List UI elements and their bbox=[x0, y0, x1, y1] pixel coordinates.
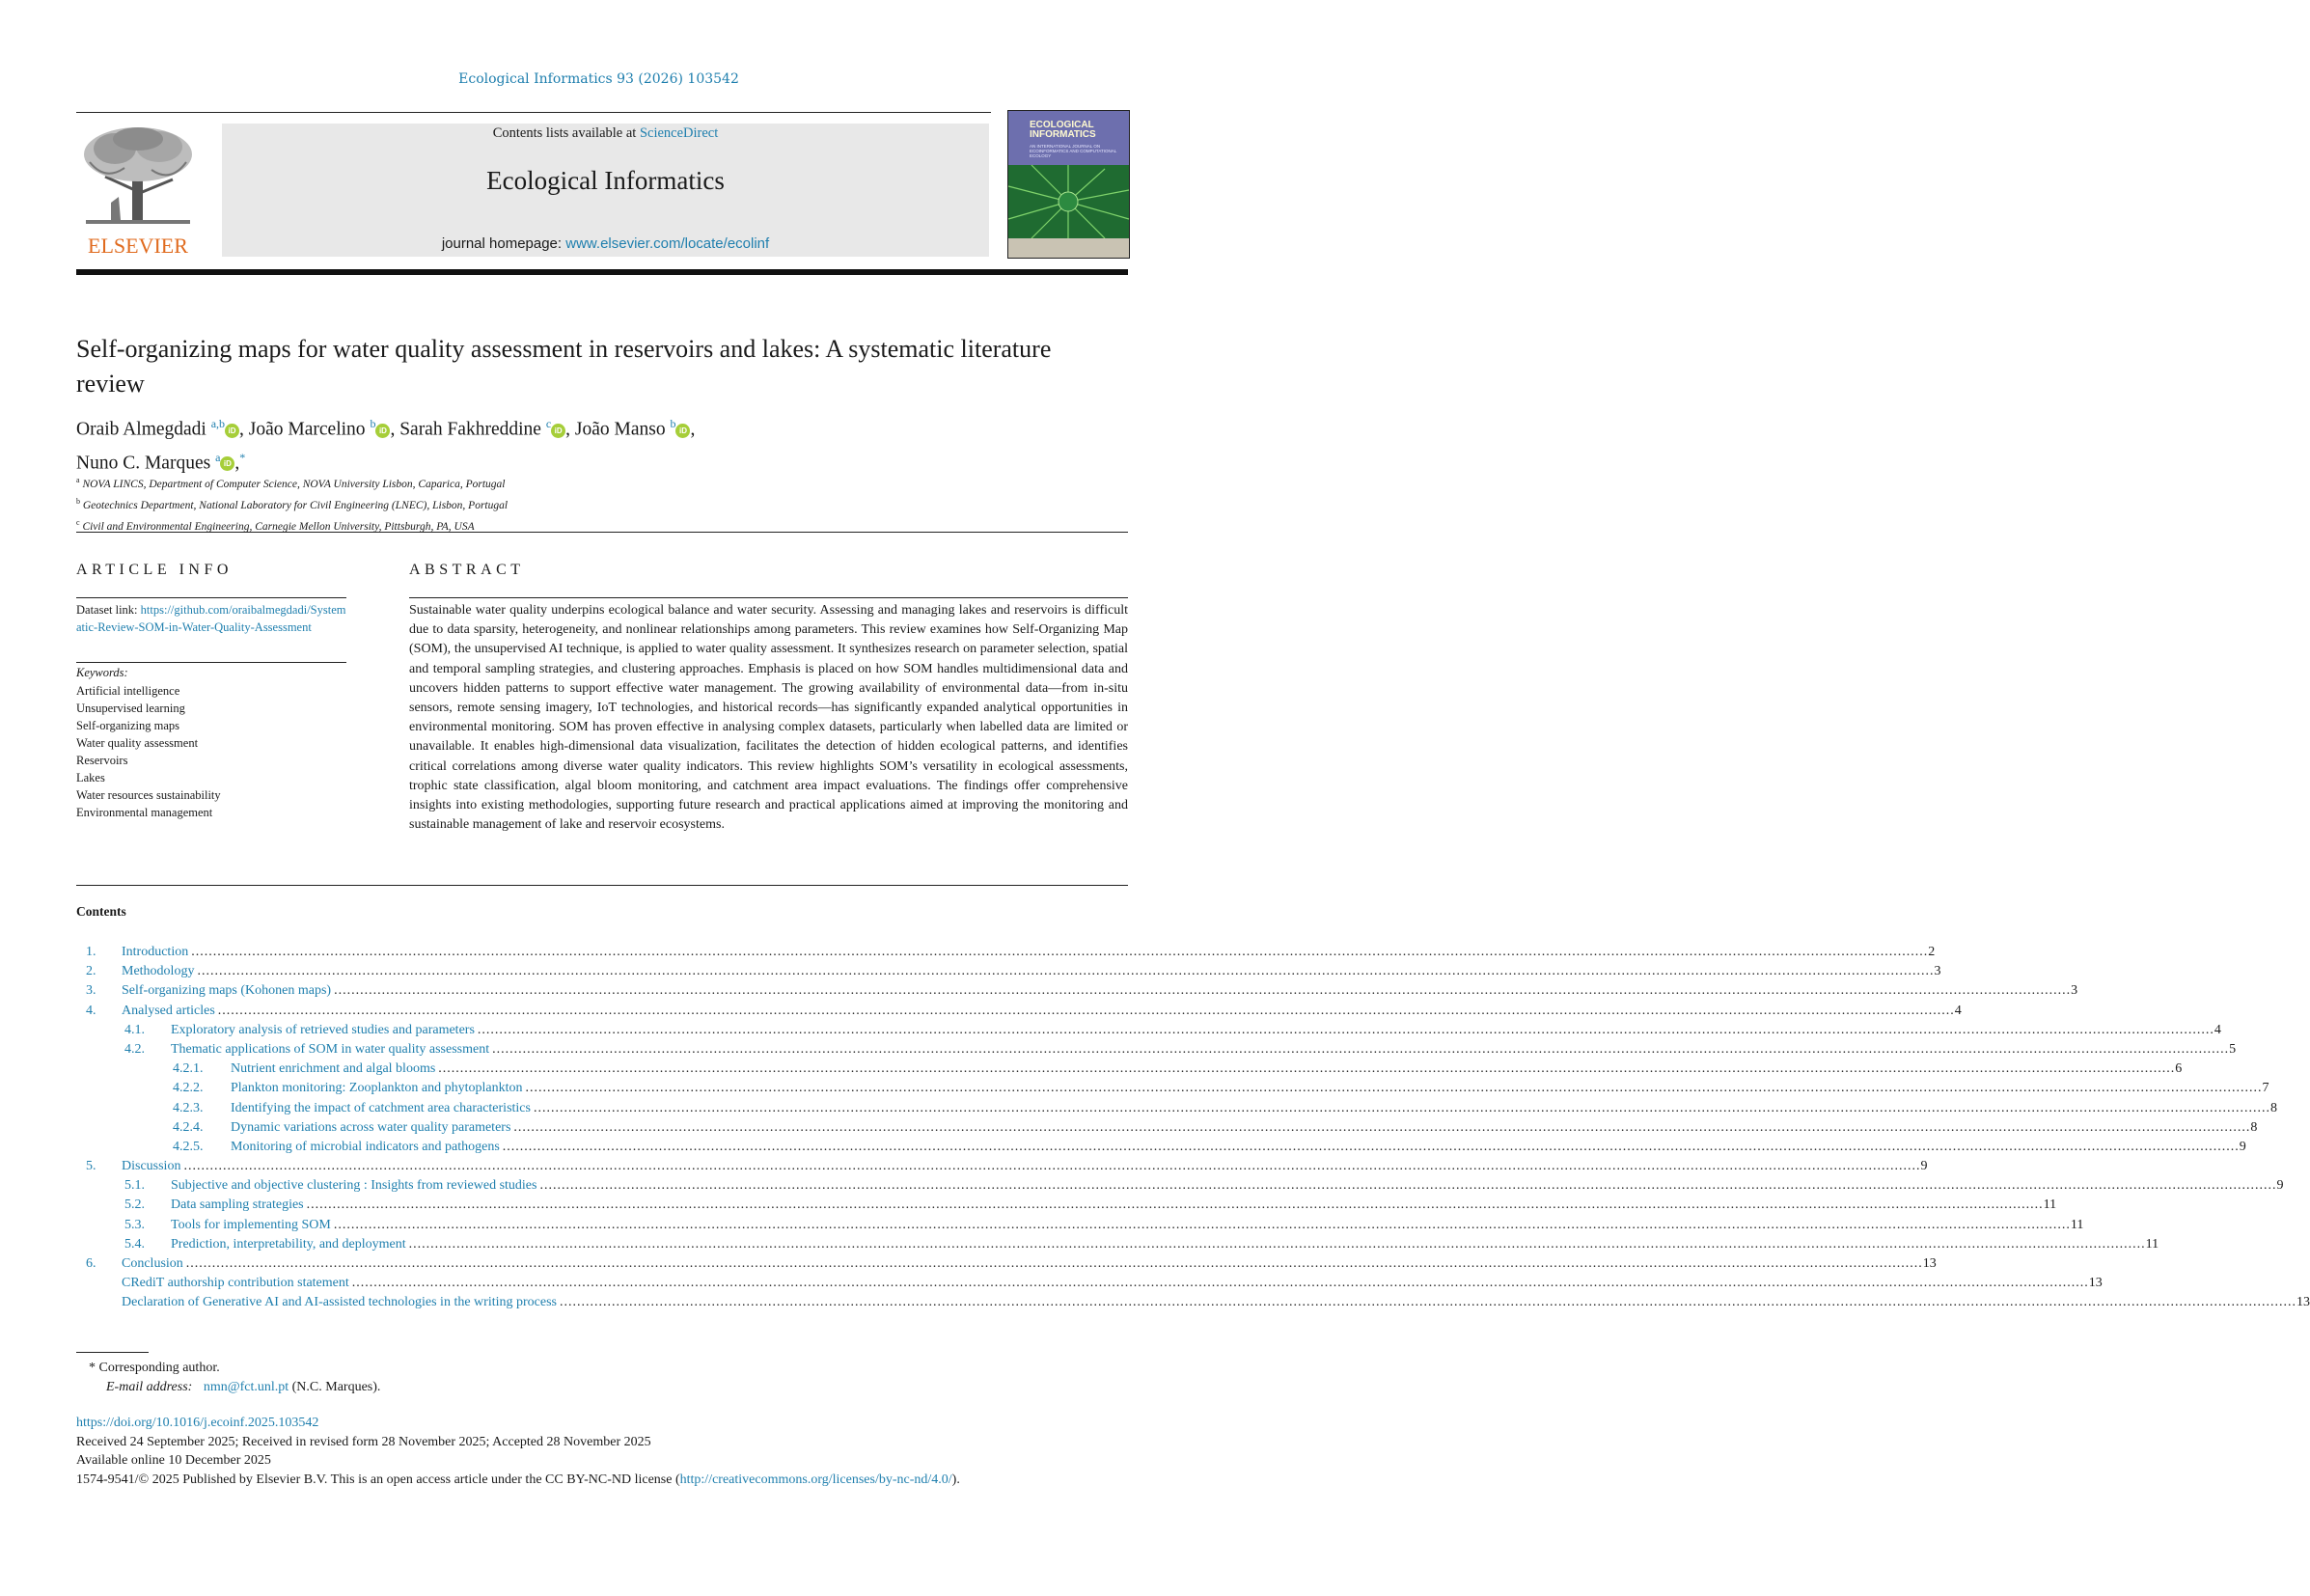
toc-leader-dots: ................................................................................................................................................................................................................................................................................................................................................................................................................ bbox=[306, 1197, 2044, 1213]
toc-leader-dots: ................................................................................................................................................................................................................................................................................................................................................................................................................ bbox=[408, 1236, 2146, 1252]
keyword: Environmental management bbox=[76, 806, 213, 819]
orcid-icon[interactable]: iD bbox=[375, 424, 390, 438]
toc-number: 4.2.2. bbox=[173, 1081, 204, 1096]
affiliation-b: $^b$ Geotechnics Department, National Laboratory for Civil Engineering (LNEC), Lisbon, Portugal bbox=[76, 496, 509, 511]
toc-title-link[interactable]: Introduction bbox=[122, 945, 189, 959]
publication-footer bbox=[76, 1414, 1138, 1489]
toc-entry[interactable] bbox=[76, 1254, 1937, 1274]
toc-number: 4. bbox=[86, 1003, 96, 1018]
journal-banner bbox=[222, 124, 989, 257]
orcid-icon[interactable]: iD bbox=[220, 456, 234, 471]
toc-title-link[interactable]: Monitoring of microbial indicators and pathogens bbox=[231, 1139, 500, 1154]
toc-entry[interactable] bbox=[76, 1059, 2183, 1079]
toc-page-number: 4 bbox=[2214, 1022, 2221, 1037]
toc-page-number: 9 bbox=[2239, 1139, 2246, 1154]
toc-page-number: 6 bbox=[2175, 1061, 2183, 1077]
toc-title-link[interactable]: Data sampling strategies bbox=[171, 1197, 304, 1213]
toc-page-number: 11 bbox=[2070, 1217, 2084, 1232]
toc-page-number: 7 bbox=[2262, 1081, 2269, 1096]
keyword: Water resources sustainability bbox=[76, 788, 221, 802]
toc-page-number: 5 bbox=[2229, 1041, 2237, 1057]
toc-number: 4.2.1. bbox=[173, 1061, 204, 1077]
toc-entry[interactable] bbox=[76, 1099, 2277, 1118]
journal-homepage: journal homepage: www.elsevier.com/locate/ecolinf bbox=[441, 235, 770, 252]
cover-subtitle: AN INTERNATIONAL JOURNAL ON ECOINFORMATICS AND COMPUTATIONAL ECOLOGY bbox=[1030, 144, 1117, 158]
toc-number: 5.1. bbox=[124, 1178, 145, 1194]
cover-title: ECOLOGICAL INFORMATICS bbox=[1030, 120, 1096, 140]
toc-number: 5.3. bbox=[124, 1217, 145, 1232]
toc-entry[interactable] bbox=[76, 1216, 2084, 1235]
toc-page-number: 9 bbox=[2276, 1178, 2284, 1194]
toc-title-link[interactable]: Conclusion bbox=[122, 1256, 183, 1271]
toc-title-link[interactable]: Nutrient enrichment and algal blooms bbox=[231, 1061, 436, 1077]
orcid-icon[interactable]: iD bbox=[551, 424, 565, 438]
toc-entry[interactable] bbox=[76, 1138, 2246, 1157]
toc-leader-dots: ................................................................................................................................................................................................................................................................................................................................................................................................................ bbox=[502, 1139, 2240, 1154]
toc-page-number: 13 bbox=[2296, 1295, 2310, 1310]
article-info-rule bbox=[76, 597, 346, 598]
affiliations bbox=[76, 472, 1118, 535]
toc-number: 4.1. bbox=[124, 1022, 145, 1037]
homepage-link[interactable]: www.elsevier.com/locate/ecolinf bbox=[565, 235, 770, 252]
author-separator: , bbox=[234, 453, 240, 473]
author-list bbox=[76, 410, 1118, 477]
toc-number: 5.2. bbox=[124, 1197, 145, 1213]
toc-title-link[interactable]: Analysed articles bbox=[122, 1003, 215, 1018]
toc-title-link[interactable]: Discussion bbox=[122, 1159, 181, 1174]
toc-entry[interactable] bbox=[76, 981, 2078, 1001]
keyword: Water quality assessment bbox=[76, 736, 199, 750]
cover-header bbox=[1008, 111, 1129, 165]
toc-leader-dots: ................................................................................................................................................................................................................................................................................................................................................................................................................ bbox=[533, 1100, 2270, 1115]
toc-entry[interactable] bbox=[76, 1021, 2221, 1040]
header-rule bbox=[76, 112, 991, 113]
toc-title-link[interactable]: Thematic applications of SOM in water quality assessment bbox=[171, 1041, 490, 1057]
contents-heading: Contents bbox=[76, 904, 126, 919]
orcid-icon[interactable]: iD bbox=[225, 424, 239, 438]
toc-title-link[interactable]: Self-organizing maps (Kohonen maps) bbox=[122, 983, 332, 999]
toc-entry[interactable] bbox=[76, 1176, 2284, 1196]
author-separator: , bbox=[239, 419, 249, 440]
toc-page-number: 8 bbox=[2269, 1100, 2277, 1115]
toc-entry[interactable] bbox=[76, 1235, 2159, 1254]
toc-title-link[interactable]: Plankton monitoring: Zooplankton and phytoplankton bbox=[231, 1081, 523, 1096]
toc-leader-dots: ................................................................................................................................................................................................................................................................................................................................................................................................................ bbox=[438, 1061, 2176, 1077]
toc-number: 5. bbox=[86, 1159, 96, 1174]
toc-title-link[interactable]: Prediction, interpretability, and deployment bbox=[171, 1236, 406, 1252]
dataset-link-block: Dataset link: https://github.com/oraibalmegdadi/Systematic-Review-SOM-in-Water-Quality-Assessment bbox=[76, 603, 346, 634]
keywords-rule bbox=[76, 662, 346, 663]
abstract-rule bbox=[409, 597, 1128, 598]
toc-leader-dots: ................................................................................................................................................................................................................................................................................................................................................................................................................ bbox=[525, 1081, 2263, 1096]
toc-leader-dots: ................................................................................................................................................................................................................................................................................................................................................................................................................ bbox=[492, 1041, 2230, 1057]
license-line: 1574-9541/© 2025 Published by Elsevier B.V. This is an open access article under the CC BY-NC-ND license (http://creativecommons.org/licenses/by-nc-nd/4.0/). bbox=[76, 1472, 960, 1487]
toc-leader-dots: ................................................................................................................................................................................................................................................................................................................................................................................................................ bbox=[217, 1003, 1955, 1018]
keyword: Unsupervised learning bbox=[76, 702, 185, 715]
elsevier-logo[interactable] bbox=[76, 124, 200, 259]
section-rule bbox=[76, 532, 1128, 533]
received-dates: Received 24 September 2025; Received in revised form 28 November 2025; Accepted 28 November 2025 bbox=[76, 1434, 651, 1449]
keyword: Reservoirs bbox=[76, 754, 128, 767]
toc-leader-dots: ................................................................................................................................................................................................................................................................................................................................................................................................................ bbox=[185, 1256, 1923, 1271]
toc-page-number: 11 bbox=[2043, 1197, 2057, 1213]
toc-title-link[interactable]: Declaration of Generative AI and AI-assisted technologies in the writing process bbox=[122, 1295, 557, 1310]
toc-leader-dots: ................................................................................................................................................................................................................................................................................................................................................................................................................ bbox=[334, 983, 2072, 999]
toc-leader-dots: ................................................................................................................................................................................................................................................................................................................................................................................................................ bbox=[559, 1295, 2296, 1310]
author-name[interactable]: Nuno C. Marques bbox=[76, 453, 211, 473]
toc-entry[interactable] bbox=[76, 943, 1936, 962]
author-separator: , bbox=[565, 419, 575, 440]
toc-number: 4.2. bbox=[124, 1041, 145, 1057]
toc-number: 4.2.5. bbox=[173, 1139, 204, 1154]
doi-link[interactable]: https://doi.org/10.1016/j.ecoinf.2025.103542 bbox=[76, 1416, 319, 1430]
author-separator: , bbox=[690, 419, 696, 440]
affiliation-mark[interactable]: b bbox=[370, 417, 376, 430]
toc-page-number: 9 bbox=[1920, 1159, 1928, 1174]
abstract-text: Sustainable water quality underpins ecological balance and water security. Assessing and managing lakes and reservoirs is difficult due to data sparsity, heterogeneity, and nonlinear relationships among parameters. This review examines how Self-Organizing Map (SOM), the unsupervised AI technique, is applied to water quality assessment. It synthesizes research on parameter selection, spatial and temporal sampling strategies, and clustering approaches. Emphasis is placed on how SOM handles multidimensional data and uncovers hidden patterns to support effective water management. The growing availability of environmental data—from in-situ sensors, remote sensing imagery, IoT technologies, and historical records—has significantly expanded analytical opportunities in environmental monitoring. SOM has proven effective in analysing complex datasets, particularly when labelled data are limited or unavailable. It enables high-dimensional data visualization, facilitates the detection of hidden ecological patterns, and identifies critical correlations among diverse water quality indicators. This review highlights SOM’s versatility in ecological assessments, trophic state classification, algal bloom monitoring, and catchment area impact evaluations. The findings offer comprehensive insights into existing methodologies, supporting future research and practical applications aimed at improving the monitoring and sustainable management of lake and reservoir ecosystems. bbox=[409, 603, 1128, 833]
cover-footer bbox=[1008, 238, 1129, 258]
abstract-bottom-rule bbox=[76, 885, 1128, 886]
toc-title-link[interactable]: Exploratory analysis of retrieved studies and parameters bbox=[171, 1022, 475, 1037]
toc-leader-dots: ................................................................................................................................................................................................................................................................................................................................................................................................................ bbox=[477, 1022, 2214, 1037]
contents-availability: Contents lists available at ScienceDirect bbox=[492, 125, 719, 141]
footnote-line: * Corresponding author. bbox=[89, 1361, 220, 1375]
sciencedirect-link[interactable]: ScienceDirect bbox=[639, 125, 719, 141]
toc-entry[interactable] bbox=[76, 1157, 1928, 1176]
toc-entry[interactable] bbox=[76, 1196, 2057, 1215]
toc-page-number: 8 bbox=[2250, 1119, 2258, 1135]
affiliation-mark[interactable]: b bbox=[670, 417, 676, 430]
author-name[interactable]: Sarah Fakhreddine bbox=[399, 419, 541, 440]
article-title: Self-organizing maps for water quality assessment in reservoirs and lakes: A systematic literature review bbox=[76, 335, 1052, 398]
toc-number: 6. bbox=[86, 1256, 96, 1271]
toc-leader-dots: ................................................................................................................................................................................................................................................................................................................................................................................................................ bbox=[351, 1276, 2089, 1291]
toc-number: 4.2.4. bbox=[173, 1119, 204, 1135]
keyword: Artificial intelligence bbox=[76, 684, 180, 698]
tree-icon bbox=[76, 124, 200, 232]
toc-title-link[interactable]: Methodology bbox=[122, 964, 195, 979]
author-separator: , bbox=[390, 419, 400, 440]
toc-title-link[interactable]: CRediT authorship contribution statement bbox=[122, 1276, 349, 1291]
toc-number: 1. bbox=[86, 945, 96, 959]
toc-number: 4.2.3. bbox=[173, 1100, 204, 1115]
journal-reference[interactable]: Ecological Informatics 93 (2026) 103542 bbox=[458, 71, 739, 87]
toc-number: 2. bbox=[86, 964, 96, 979]
email-link[interactable]: nmn@fct.unl.pt bbox=[203, 1380, 289, 1394]
toc-leader-dots: ................................................................................................................................................................................................................................................................................................................................................................................................................ bbox=[539, 1178, 2277, 1194]
abstract-heading: ABSTRACT bbox=[409, 562, 525, 578]
toc-leader-dots: ................................................................................................................................................................................................................................................................................................................................................................................................................ bbox=[333, 1217, 2071, 1232]
author-name[interactable]: Oraib Almegdadi bbox=[76, 419, 206, 440]
keywords-list bbox=[76, 682, 348, 821]
keyword: Self-organizing maps bbox=[76, 719, 180, 732]
toc-entry[interactable] bbox=[76, 1040, 2237, 1059]
toc-entry[interactable] bbox=[76, 1274, 2103, 1293]
corresponding-mark[interactable]: * bbox=[239, 450, 246, 464]
journal-name: Ecological Informatics bbox=[486, 166, 725, 195]
corresponding-footnote bbox=[89, 1359, 380, 1397]
cover-image-icon bbox=[1008, 165, 1129, 238]
toc-number: 5.4. bbox=[124, 1236, 145, 1252]
toc-page-number: 4 bbox=[1954, 1003, 1962, 1018]
table-of-contents bbox=[76, 943, 2310, 1313]
affiliation-mark[interactable]: a,b bbox=[210, 417, 226, 430]
toc-page-number: 3 bbox=[2071, 983, 2078, 999]
author-name[interactable]: João Marcelino bbox=[248, 419, 366, 440]
toc-page-number: 3 bbox=[1934, 964, 1941, 979]
toc-entry[interactable] bbox=[76, 1079, 2269, 1098]
toc-title-link[interactable]: Tools for implementing SOM bbox=[171, 1217, 331, 1232]
toc-title-link[interactable]: Identifying the impact of catchment area characteristics bbox=[231, 1100, 531, 1115]
affiliation-mark[interactable]: a bbox=[215, 450, 221, 464]
toc-page-number: 11 bbox=[2145, 1236, 2159, 1252]
keyword: Lakes bbox=[76, 771, 105, 784]
toc-entry[interactable] bbox=[76, 1293, 2310, 1312]
email-line: E-mail address: nmn@fct.unl.pt (N.C. Marques). bbox=[106, 1380, 381, 1394]
toc-title-link[interactable]: Dynamic variations across water quality parameters bbox=[231, 1119, 511, 1135]
toc-entry[interactable] bbox=[76, 962, 1941, 981]
toc-entry[interactable] bbox=[76, 1002, 1962, 1021]
journal-cover[interactable] bbox=[1007, 110, 1130, 259]
toc-page-number: 13 bbox=[2088, 1276, 2103, 1291]
toc-title-link[interactable]: Subjective and objective clustering : Insights from reviewed studies bbox=[171, 1178, 537, 1194]
author-name[interactable]: João Manso bbox=[574, 419, 666, 440]
toc-leader-dots: ................................................................................................................................................................................................................................................................................................................................................................................................................ bbox=[197, 964, 1935, 979]
toc-leader-dots: ................................................................................................................................................................................................................................................................................................................................................................................................................ bbox=[513, 1119, 2251, 1135]
keywords-label: Keywords: bbox=[76, 666, 128, 679]
header-thick-rule bbox=[76, 269, 1128, 275]
article-info-heading: ARTICLE INFO bbox=[76, 562, 233, 578]
toc-page-number: 13 bbox=[1922, 1256, 1937, 1271]
elsevier-wordmark: ELSEVIER bbox=[88, 234, 188, 258]
license-link[interactable]: http://creativecommons.org/licenses/by-nc-nd/4.0/ bbox=[679, 1472, 952, 1487]
available-online: Available online 10 December 2025 bbox=[76, 1453, 271, 1468]
toc-leader-dots: ................................................................................................................................................................................................................................................................................................................................................................................................................ bbox=[183, 1159, 1921, 1174]
dataset-link[interactable]: https://github.com/oraibalmegdadi/Systematic-Review-SOM-in-Water-Quality-Assessment bbox=[76, 603, 346, 634]
orcid-icon[interactable]: iD bbox=[675, 424, 690, 438]
toc-leader-dots: ................................................................................................................................................................................................................................................................................................................................................................................................................ bbox=[191, 945, 1929, 959]
affiliation-c: $^c$ Civil and Environmental Engineering, Carnegie Mellon University, Pittsburgh, PA, USA bbox=[76, 517, 475, 533]
affiliation-a: $^a$ NOVA LINCS, Department of Computer Science, NOVA University Lisbon, Caparica, Portugal bbox=[76, 476, 506, 490]
toc-number: 3. bbox=[86, 983, 96, 999]
footnote-rule bbox=[76, 1352, 149, 1353]
toc-page-number: 2 bbox=[1928, 945, 1936, 959]
toc-entry[interactable] bbox=[76, 1118, 2258, 1138]
affiliation-mark[interactable]: c bbox=[545, 417, 552, 430]
